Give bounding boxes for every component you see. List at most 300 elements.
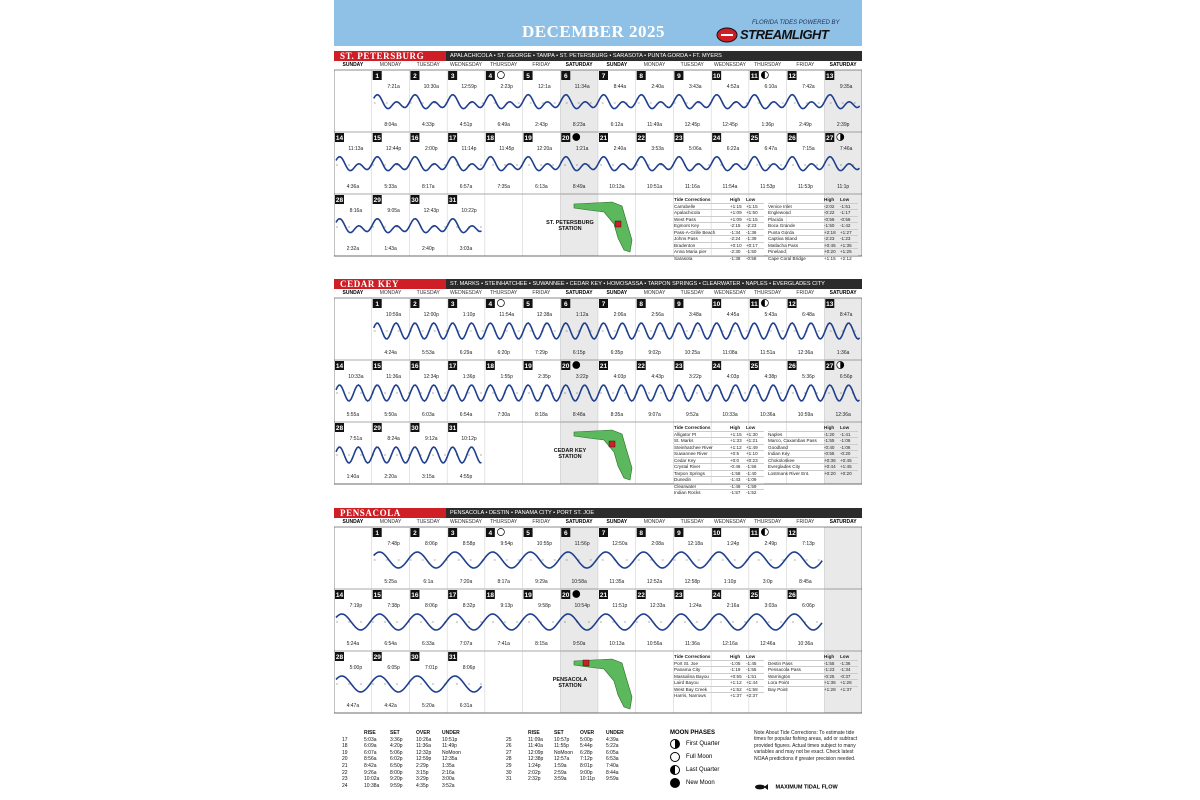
- correction-location: Chokoloskee: [768, 457, 795, 463]
- correction-high: -1:19: [730, 667, 741, 672]
- correction-high: -0:40: [824, 444, 835, 450]
- almanac-header: [342, 730, 468, 737]
- correction-high: -1:46: [730, 483, 741, 489]
- station-label: [540, 220, 600, 232]
- correction-row: [768, 660, 858, 667]
- correction-row: [674, 437, 764, 444]
- low-tide-time: 6:20p: [497, 350, 510, 356]
- correction-location: Placida: [768, 216, 784, 222]
- max-tidal-flow-legend: MAXIMUM TIDAL FLOW: [754, 784, 838, 790]
- low-tide-time: 6:15p: [572, 350, 586, 356]
- low-tide-time: 5:33a: [384, 184, 397, 190]
- day-number: 21: [599, 135, 608, 142]
- low-tide-time: 3:03a: [459, 246, 473, 252]
- low-tide-time: 5:50a: [384, 412, 397, 418]
- almanac-time: 10:11p: [580, 776, 595, 783]
- almanac-day: 24: [342, 782, 348, 789]
- correction-row: [674, 489, 764, 496]
- almanac-row: [506, 776, 632, 783]
- correction-low: +1:21: [746, 438, 758, 443]
- high-tide-time: 3:48a: [689, 312, 702, 318]
- almanac-row: [342, 737, 468, 744]
- correction-low: +1:15: [746, 203, 758, 209]
- low-tide-time: 1:43a: [384, 246, 397, 252]
- low-tide-time: 5:24a: [346, 641, 360, 647]
- weekday-label: TUESDAY: [680, 290, 704, 296]
- low-tide-time: 8:17a: [497, 579, 510, 585]
- high-tide-time: 7:51a: [349, 436, 363, 442]
- day-number: 2: [413, 301, 417, 308]
- day-number: 19: [524, 135, 532, 142]
- low-tide-time: 8:35a: [610, 412, 624, 418]
- full-moon-marker-icon: [497, 529, 504, 536]
- new-moon-marker-icon: [573, 134, 580, 141]
- low-tide-time: 6:54a: [459, 412, 473, 418]
- day-number: 8: [639, 530, 644, 537]
- high-tide-time: 11:14p: [461, 146, 477, 152]
- correction-high: -0:22: [824, 210, 835, 215]
- low-tide-time: 4:36a: [346, 184, 360, 190]
- almanac-row: [342, 750, 468, 757]
- correction-high: -1:43: [730, 477, 741, 482]
- correction-low: +0:23: [746, 457, 758, 463]
- low-tide-time: 9:02p: [648, 350, 661, 356]
- high-tide-time: 2:23p: [500, 84, 513, 90]
- day-number: 30: [411, 425, 419, 432]
- correction-location: Tarpon Springs: [674, 470, 705, 476]
- moon-new: New Moon: [670, 777, 750, 790]
- moon-first-quarter: First Quarter: [670, 738, 750, 751]
- day-number: 18: [486, 363, 494, 370]
- high-tide-time: 9:05a: [387, 208, 400, 214]
- high-tide-time: 12:1a: [538, 84, 551, 90]
- high-tide-time: 3:43a: [689, 84, 702, 90]
- correction-row: [768, 216, 858, 223]
- weekday-label: FRIDAY: [796, 290, 815, 296]
- low-tide-time: 10:13a: [609, 184, 625, 190]
- almanac-time: 9:26a: [364, 769, 377, 776]
- corrections-header: [674, 197, 764, 203]
- corrections-title: Tide Corrections: [674, 197, 711, 202]
- weekday-label: MONDAY: [379, 519, 402, 525]
- correction-row: [674, 476, 764, 483]
- correction-low: -1:06: [840, 444, 851, 450]
- weekday-label: FRIDAY: [796, 62, 815, 68]
- correction-low: +2:37: [746, 693, 758, 698]
- low-tide-time: 6:33a: [422, 641, 435, 647]
- correction-row: [674, 235, 764, 242]
- correction-location: Everglades City: [768, 464, 801, 469]
- correction-location: West Pass: [674, 216, 696, 222]
- station-label-line: STATION: [558, 683, 582, 689]
- high-tide-time: 8:47a: [839, 312, 853, 318]
- high-header: High: [730, 654, 741, 659]
- tide-grid-container: [334, 527, 862, 717]
- high-tide-time: 12:50a: [612, 541, 628, 547]
- low-tide-time: 11:53p: [760, 184, 776, 190]
- low-header: Low: [840, 425, 850, 430]
- almanac-time: 9:59a: [606, 776, 619, 783]
- correction-row: [768, 222, 858, 229]
- day-number: 8: [639, 73, 644, 80]
- correction-high: -1:55: [824, 660, 835, 666]
- low-tide-time: 5:25a: [384, 579, 397, 585]
- correction-location: Indian Key: [768, 451, 790, 456]
- correction-location: Bradenton: [674, 242, 696, 248]
- region-name: CEDAR KEY: [334, 279, 446, 289]
- high-tide-time: 10:33a: [348, 374, 364, 380]
- weekday-label: MONDAY: [643, 519, 666, 525]
- weekday-header-row: [334, 61, 862, 70]
- correction-low: -1:36: [840, 660, 851, 666]
- low-tide-time: 9:52a: [686, 412, 699, 418]
- day-number: 3: [450, 530, 455, 537]
- almanac-time: 8:00p: [390, 769, 403, 776]
- weekday-label: WEDNESDAY: [714, 290, 746, 296]
- full-moon-icon: [670, 752, 680, 762]
- day-number: 13: [826, 73, 834, 80]
- new-moon-marker-icon: [573, 362, 580, 369]
- weekday-label: TUESDAY: [416, 62, 440, 68]
- high-tide-time: 9:54p: [500, 541, 513, 547]
- low-tide-time: 10:58a: [571, 579, 587, 585]
- correction-low: -1:42: [840, 223, 851, 228]
- correction-location: Goodland: [768, 444, 788, 450]
- correction-high: -1:57: [730, 490, 741, 495]
- high-tide-time: 11:13a: [348, 146, 364, 152]
- correction-high: +1:37: [730, 693, 742, 698]
- correction-location: Lostmans River Ent.: [768, 470, 810, 476]
- correction-row: [674, 450, 764, 457]
- correction-location: Sarasota: [674, 255, 693, 261]
- almanac-header-cell: OVER: [416, 730, 431, 736]
- correction-low: -1:51: [746, 673, 757, 679]
- day-number: 11: [750, 301, 758, 308]
- correction-high: -1:34: [730, 229, 741, 235]
- almanac-day: 26: [506, 743, 512, 750]
- low-tide-time: 11:51a: [760, 350, 776, 356]
- correction-low: +2:12: [840, 255, 852, 261]
- almanac-time: 3:15p: [416, 769, 429, 776]
- almanac-time: 11:36a: [416, 743, 431, 750]
- weekday-label: TUESDAY: [680, 62, 704, 68]
- day-number: 18: [486, 592, 494, 599]
- high-tide-time: 10:55p: [536, 541, 553, 547]
- high-tide-time: 2:00p: [425, 146, 438, 152]
- last-moon-marker-icon: [761, 72, 768, 79]
- high-tide-time: 1:36p: [462, 374, 476, 380]
- correction-location: Englewood: [768, 210, 791, 215]
- correction-location: Clearwater: [674, 483, 697, 489]
- almanac-header-cell: OVER: [580, 730, 595, 736]
- high-tide-time: 11:45p: [499, 146, 515, 152]
- correction-location: Bay Point: [768, 686, 788, 692]
- low-tide-time: 8:17a: [422, 184, 435, 190]
- high-header: High: [730, 197, 741, 202]
- almanac-time: 8:56a: [364, 756, 377, 763]
- low-tide-time: 11:08a: [722, 350, 738, 356]
- low-tide-time: 10:13a: [609, 641, 625, 647]
- top-banner: [334, 0, 862, 46]
- correction-high: +1:36: [824, 680, 836, 685]
- day-number: 4: [488, 301, 493, 308]
- correction-location: Port St. Joe: [674, 660, 699, 666]
- moon-last-quarter: Last Quarter: [670, 764, 750, 777]
- region-header: [334, 51, 862, 61]
- correction-high: -1:38: [730, 255, 741, 261]
- correction-location: Johns Pass: [674, 236, 698, 241]
- day-number: 19: [524, 592, 532, 599]
- correction-row: [768, 470, 858, 477]
- correction-row: [768, 242, 858, 249]
- almanac-time: 2:59a: [554, 769, 567, 776]
- correction-row: [768, 450, 858, 457]
- correction-low: +0:20: [840, 470, 852, 476]
- low-tide-time: 12:16a: [722, 641, 738, 647]
- tide-wave: [336, 219, 482, 233]
- weekday-label: SUNDAY: [342, 62, 364, 68]
- high-tide-time: 12:33a: [649, 603, 666, 609]
- correction-row: [674, 229, 764, 236]
- correction-high: -2:15: [730, 223, 741, 228]
- day-number: 8: [639, 301, 644, 308]
- correction-low: -1:36: [746, 229, 757, 235]
- high-tide-time: 9:35a: [839, 84, 853, 90]
- tide-wave: [374, 95, 860, 109]
- correction-row: [674, 470, 764, 477]
- low-tide-time: 6:54a: [384, 641, 397, 647]
- almanac-day: 29: [506, 762, 512, 769]
- almanac-time: 8:44a: [606, 769, 619, 776]
- first-moon-marker-icon: [837, 134, 844, 141]
- correction-row: [674, 255, 764, 262]
- high-tide-time: 9:12a: [425, 436, 438, 442]
- region-name: ST. PETERSBURG: [334, 51, 446, 61]
- almanac-time: 11:55p: [554, 743, 569, 750]
- high-tide-time: 6:10a: [764, 84, 777, 90]
- low-tide-time: 4:33p: [422, 122, 435, 128]
- almanac-time: 9:00p: [580, 769, 593, 776]
- station-label-line: CEDAR KEY: [553, 448, 587, 454]
- correction-low: +0:17: [746, 242, 758, 248]
- high-tide-time: 7:42a: [802, 84, 815, 90]
- almanac-row: [342, 756, 468, 763]
- weekday-label: SUNDAY: [342, 519, 364, 525]
- weekday-label: WEDNESDAY: [450, 519, 482, 525]
- correction-high: +1:28: [824, 686, 836, 692]
- correction-location: Suwannee River: [674, 451, 708, 456]
- day-number: 9: [677, 73, 681, 80]
- station-label: [540, 448, 600, 460]
- low-tide-time: 10:36a: [797, 641, 814, 647]
- high-tide-time: 8:06p: [425, 541, 438, 547]
- almanac-time: 10:51p: [442, 736, 458, 743]
- almanac-table-left: [342, 730, 468, 789]
- high-header: High: [730, 425, 741, 430]
- almanac-time: 11:49p: [442, 743, 457, 750]
- correction-high: -2:30: [730, 249, 741, 254]
- almanac-time: 3:00a: [442, 776, 455, 783]
- correction-row: [768, 255, 858, 262]
- high-tide-time: 7:13p: [802, 541, 815, 547]
- low-tide-time: 8:18a: [535, 412, 548, 418]
- low-tide-time: 12:52a: [646, 579, 663, 585]
- low-tide-time: 11:54a: [722, 184, 738, 190]
- corrections-header: [768, 197, 858, 203]
- correction-row: [768, 248, 858, 255]
- high-tide-time: 3:03a: [764, 603, 777, 609]
- low-tide-time: 6:49a: [497, 122, 510, 128]
- correction-location: Matlacha Pass: [768, 242, 799, 248]
- high-tide-time: 1:21a: [575, 146, 589, 152]
- corrections-header: [674, 654, 764, 660]
- corrections-header: [674, 425, 764, 431]
- correction-location: Apalachicola: [674, 210, 701, 215]
- correction-row: [674, 444, 764, 451]
- high-tide-time: 7:15a: [802, 146, 815, 152]
- low-tide-time: 2:43p: [535, 122, 548, 128]
- almanac-row: [506, 737, 632, 744]
- almanac-time: 8:42a: [364, 762, 377, 769]
- correction-row: [674, 660, 764, 667]
- day-number: 14: [335, 363, 344, 370]
- brand-name: STREAMLIGHT: [740, 27, 829, 42]
- correction-row: [674, 431, 764, 438]
- weekday-label: MONDAY: [643, 290, 666, 296]
- low-tide-time: 8:49a: [572, 184, 586, 190]
- low-tide-time: 6:03a: [422, 412, 435, 418]
- moon-full: Full Moon: [670, 751, 750, 764]
- high-tide-time: 10:22p: [461, 208, 477, 214]
- correction-location: Panama City: [674, 667, 701, 672]
- correction-low: +1:30: [746, 431, 758, 437]
- weekday-label: SATURDAY: [829, 62, 857, 68]
- low-tide-time: 10:25a: [684, 350, 700, 356]
- day-number: 15: [373, 135, 381, 142]
- day-number: 3: [450, 73, 455, 80]
- correction-row: [768, 444, 858, 451]
- correction-low: +1:45: [840, 464, 852, 469]
- high-tide-time: 7:01p: [425, 665, 438, 671]
- day-number: 20: [562, 135, 570, 142]
- low-tide-time: 11:36a: [684, 641, 700, 647]
- low-tide-time: 5:53a: [422, 350, 435, 356]
- correction-low: +1:49: [746, 444, 758, 450]
- streamlight-logo-icon: [716, 27, 738, 43]
- almanac-time: 9:59p: [390, 782, 403, 789]
- day-number: 1: [375, 73, 380, 80]
- high-tide-time: 2:40a: [651, 84, 664, 90]
- low-tide-time: 1:36p: [761, 122, 774, 128]
- low-tide-time: 1:36a: [836, 350, 850, 356]
- corrections-column: [768, 425, 858, 476]
- high-tide-time: 6:47a: [764, 146, 777, 152]
- almanac-row: [342, 776, 468, 783]
- low-header: Low: [840, 654, 850, 659]
- almanac-time: 9:20p: [390, 776, 403, 783]
- correction-row: [674, 248, 764, 255]
- weekday-label: SATURDAY: [829, 519, 857, 525]
- correction-high: +2:18: [824, 229, 836, 235]
- high-tide-time: 11:51p: [612, 603, 628, 609]
- weekend-shade: [824, 589, 862, 651]
- day-number: 12: [788, 73, 796, 80]
- almanac-day: 30: [506, 769, 512, 776]
- correction-high: -0:55: [824, 451, 835, 456]
- correction-high: +1:09: [730, 210, 742, 215]
- almanac-row: [506, 743, 632, 750]
- correction-low: -1:45: [746, 660, 757, 666]
- day-number: 31: [449, 425, 457, 432]
- correction-high: -0:25: [824, 673, 835, 679]
- high-tide-time: 5:43a: [764, 312, 777, 318]
- station-marker-icon: [583, 660, 589, 666]
- day-number: 1: [375, 301, 380, 308]
- correction-row: [674, 209, 764, 216]
- correction-row: [768, 457, 858, 464]
- day-number: 5: [526, 73, 530, 80]
- day-number: 6: [563, 73, 568, 80]
- correction-location: West Bay Creek: [674, 686, 708, 692]
- correction-low: +1:44: [746, 680, 758, 685]
- high-tide-time: 5:06a: [689, 146, 702, 152]
- correction-location: Pass-A-Grille Beach: [674, 229, 716, 235]
- weekend-shade: [824, 527, 862, 589]
- almanac-time: 7:12p: [580, 756, 593, 763]
- almanac-time: 12:35a: [442, 756, 458, 763]
- low-tide-time: 4:42a: [384, 703, 397, 709]
- full-moon-marker-icon: [497, 72, 504, 79]
- correction-low: +1:15: [746, 216, 758, 222]
- almanac-day: 25: [506, 736, 512, 743]
- almanac-header-cell: RISE: [528, 730, 540, 736]
- low-tide-time: 6:13a: [535, 184, 548, 190]
- high-tide-time: 12:44p: [385, 146, 402, 152]
- day-number: 18: [486, 135, 494, 142]
- almanac-time: 11:40a: [528, 743, 543, 750]
- day-number: 23: [675, 592, 683, 599]
- high-tide-time: 4:03p: [726, 374, 740, 380]
- correction-location: Captiva Island: [768, 236, 798, 241]
- almanac-time: 8:01p: [580, 762, 593, 769]
- station-marker-icon: [615, 221, 621, 227]
- high-tide-time: 7:21a: [387, 84, 400, 90]
- correction-low: -1:17: [840, 210, 851, 215]
- high-tide-time: 7:46a: [839, 146, 853, 152]
- last-moon-marker-icon: [761, 300, 768, 307]
- sun-moon-almanac: [334, 730, 862, 800]
- day-number: 22: [637, 135, 645, 142]
- almanac-time: 4:39a: [606, 736, 619, 743]
- low-tide-time: 4:51p: [459, 122, 473, 128]
- correction-location: Cedar Key: [674, 457, 696, 463]
- day-number: 21: [599, 363, 608, 370]
- almanac-time: 10:38a: [364, 782, 380, 789]
- weekday-header-row: [334, 518, 862, 527]
- low-tide-time: 11:1p: [837, 184, 850, 190]
- high-tide-time: 12:34p: [423, 374, 439, 380]
- weekday-label: MONDAY: [379, 290, 402, 296]
- almanac-day: 17: [342, 736, 348, 743]
- low-tide-time: 1:40a: [346, 474, 360, 480]
- day-number: 27: [826, 363, 834, 370]
- high-tide-time: 4:45a: [726, 312, 740, 318]
- correction-low: -0:56: [840, 216, 851, 222]
- station-label-line: PENSACOLA: [552, 677, 588, 683]
- low-tide-time: 4:55p: [459, 474, 473, 480]
- weekday-label: WEDNESDAY: [714, 62, 746, 68]
- low-tide-time: 8:04a: [384, 122, 397, 128]
